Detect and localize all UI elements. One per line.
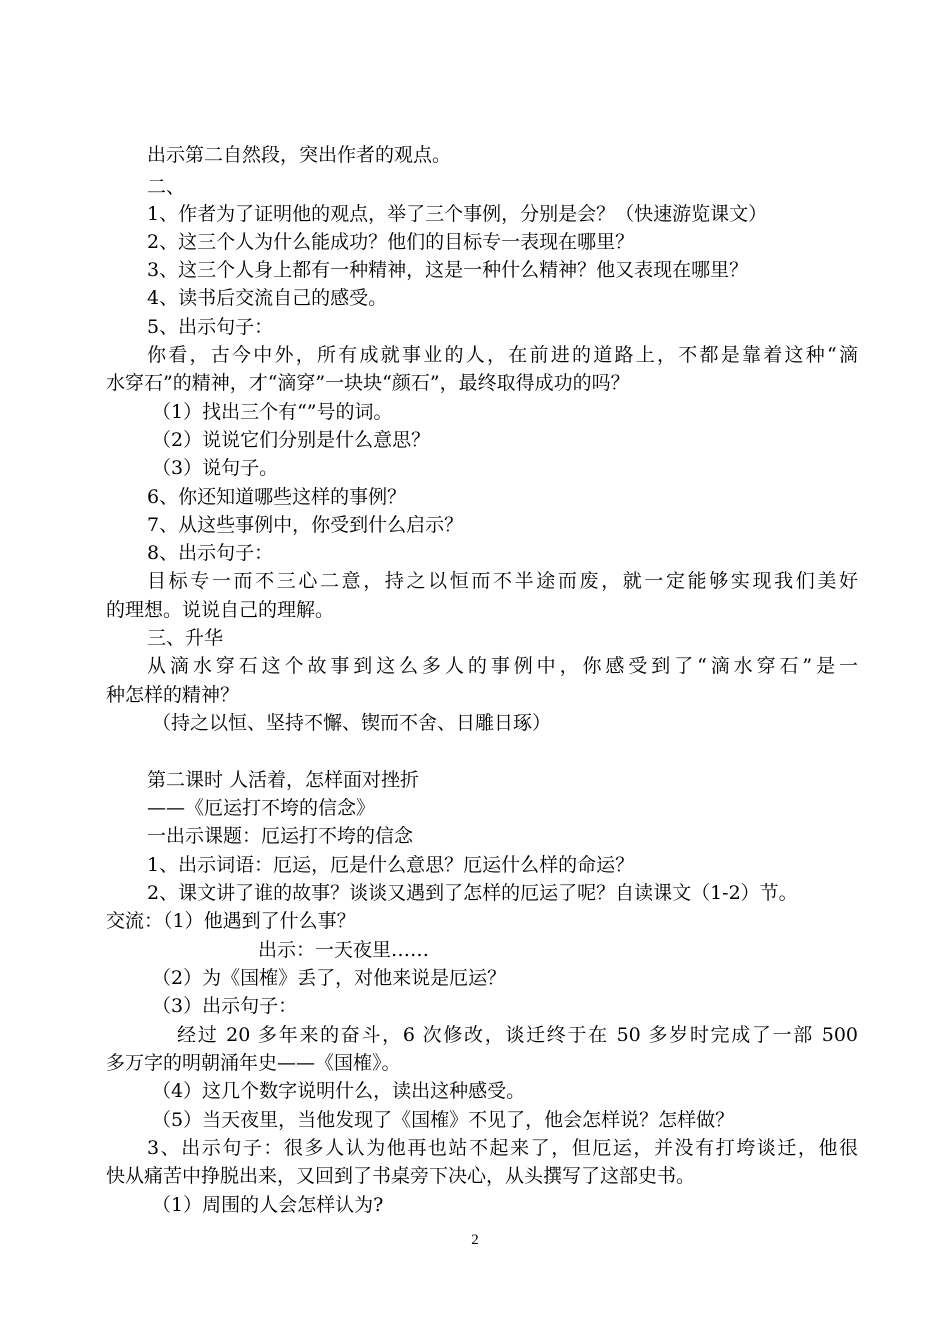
text-line: （1）周围的人会怎样认为? — [152, 1194, 384, 1216]
text-line: （5）当天夜里，当他发现了《国榷》不见了，他会怎样说？怎样做？ — [152, 1109, 735, 1131]
text-line: 3、出示句子：很多人认为他再也站不起来了，但厄运，并没有打垮谈迁，他很 — [147, 1137, 858, 1159]
text-line: 种怎样的精神？ — [106, 684, 240, 706]
text-line: 7、从这些事例中，你受到什么启示？ — [147, 514, 464, 536]
text-line: 的理想。说说自己的理解。 — [106, 599, 335, 621]
text-line: 1、作者为了证明他的观点，举了三个事例，分别是会？（快速游览课文） — [147, 203, 768, 225]
text-line: 水穿石”的精神，才“滴穿”一块块“颜石”，最终取得成功的吗？ — [106, 372, 630, 394]
text-line: 3、这三个人身上都有一种精神，这是一种什么精神？他又表现在哪里？ — [147, 259, 749, 281]
page-number: 2 — [471, 1232, 479, 1248]
text-line: 从滴水穿石这个故事到这么多人的事例中，你感受到了“滴水穿石”是一 — [147, 655, 858, 677]
text-line: 6、你还知道哪些这样的事例？ — [147, 486, 407, 508]
text-line: （2）说说它们分别是什么意思？ — [152, 429, 431, 451]
section-heading: 第二课时 人活着，怎样面对挫折 — [147, 769, 420, 791]
text-line: （2）为《国榷》丢了，对他来说是厄运？ — [152, 967, 507, 989]
text-line: 2、课文讲了谁的故事？谈谈又遇到了怎样的厄运了呢？自读课文（1-2）节。 — [147, 882, 798, 904]
text-line: 快从痛苦中挣脱出来，又回到了书桌旁下决心，从头撰写了这部史书。 — [106, 1165, 696, 1187]
text-line: （1）找出三个有“”号的词。 — [152, 401, 393, 423]
text-line: 1、出示词语：厄运，厄是什么意思？厄运什么样的命运？ — [147, 854, 635, 876]
text-line: 多万字的明朝涌年史——《国榷》。 — [106, 1052, 401, 1074]
text-line: 二、 — [147, 176, 186, 198]
text-line: （4）这几个数字说明什么，读出这种感受。 — [152, 1080, 526, 1102]
text-line: ——《厄运打不垮的信念》 — [147, 797, 376, 819]
text-line: （3）出示句子： — [152, 995, 298, 1017]
text-line: 一出示课题：厄运打不垮的信念 — [147, 825, 414, 847]
text-line: 4、读书后交流自己的感受。 — [147, 287, 388, 309]
text-line: 8、出示句子： — [147, 542, 274, 564]
text-line: 目标专一而不三心二意，持之以恒而不半途而废，就一定能够实现我们美好 — [147, 570, 858, 592]
text-line: 三、升华 — [147, 627, 224, 649]
text-line: （3）说句子。 — [152, 457, 279, 479]
text-line: 交流：（1）他遇到了什么事？ — [106, 910, 356, 932]
text-line: 出示第二自然段，突出作者的观点。 — [147, 144, 452, 166]
text-line: 2、这三个人为什么能成功？他们的目标专一表现在哪里？ — [147, 231, 635, 253]
text-line: 5、出示句子： — [147, 316, 274, 338]
text-line: （持之以恒、坚持不懈、锲而不舍、日雕日琢） — [152, 712, 552, 734]
text-line: 你看，古今中外，所有成就事业的人，在前进的道路上，不都是靠着这种“滴 — [147, 344, 858, 366]
text-line: 出示：一天夜里…… — [258, 939, 430, 961]
text-line: 经过 20 多年来的奋斗，6 次修改，谈迁终于在 50 多岁时完成了一部 500 — [177, 1024, 858, 1046]
